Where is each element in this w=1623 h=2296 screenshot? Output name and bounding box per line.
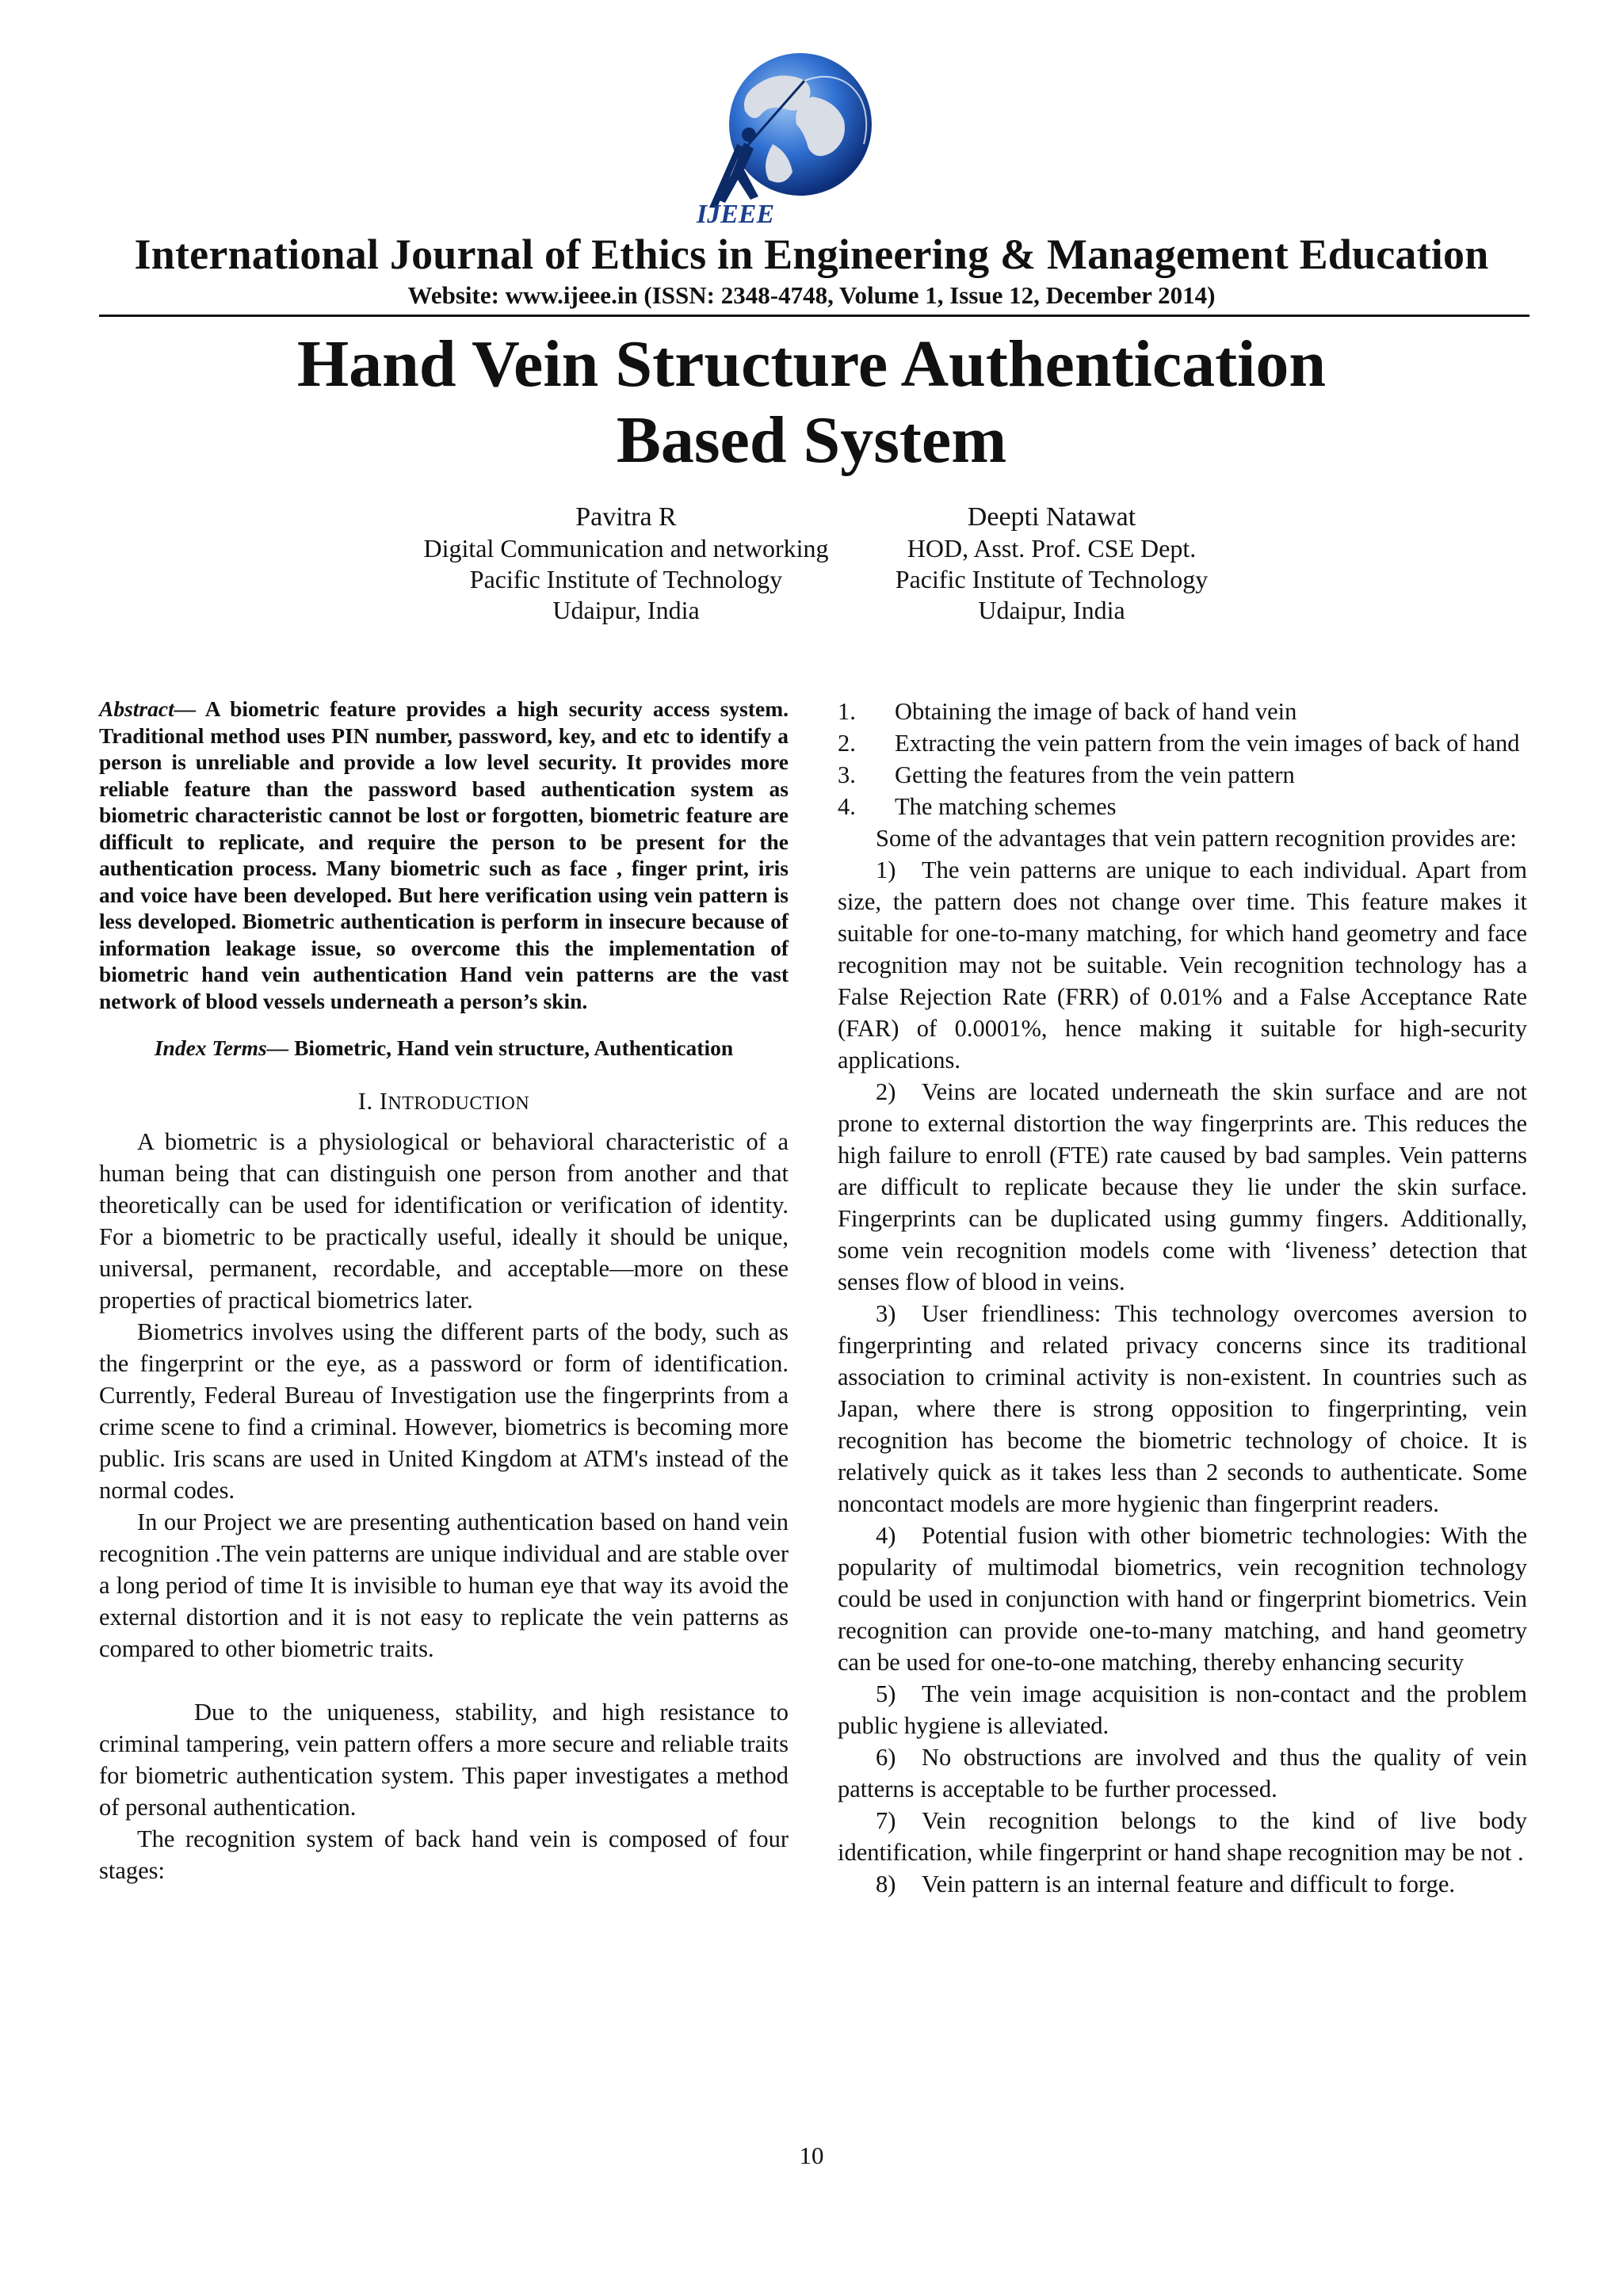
advantage-text: The vein patterns are unique to each individual. Apart from size, the pattern does not change over time. This feature makes it suitable for one-to-many matching, for which hand geometry and face recognition may not be suitable. Vein recognition technology has a False Rejection Rate (FRR) of 0.01% and a False Acceptance Rate (FAR) of 0.0001%, hence making it suitable for high-security applications.	[838, 856, 1527, 1074]
section-numeral: I. I	[357, 1088, 388, 1115]
paper-title	[0, 326, 1623, 479]
advantage-number: 1)	[876, 856, 896, 883]
paragraph: Biometrics involves using the different parts of the body, such as the fingerprint or the eye, as a password or form of identification. Currently, Federal Bureau of Investigation use the fingerprints from a crime scene to find a criminal. However, biometrics is becoming more public. Iris scans are used in United Kingdom at ATM's instead of the normal codes.	[99, 1318, 789, 1504]
advantage-item	[838, 1520, 1527, 1678]
abstract	[99, 696, 789, 1014]
advantage-text: Veins are located underneath the skin surface and are not prone to external distortion the way fingerprints are. This reduces the high failure to enroll (FTE) rate caused by bad samples. Vein patterns are difficult to replicate because they lie under the skin surface. Fingerprints can be duplicated using gummy fingers. Additionally, some vein recognition models come with ‘liveness’ detection that senses flow of blood in veins.	[838, 1078, 1527, 1295]
header-rule	[99, 315, 1529, 317]
advantage-number: 6)	[876, 1744, 896, 1771]
advantage-item	[838, 1741, 1527, 1805]
advantage-item	[838, 1678, 1527, 1741]
index-terms	[99, 1035, 789, 1062]
list-item	[838, 696, 1527, 727]
paragraph: The recognition system of back hand vein is composed of four stages:	[99, 1825, 789, 1884]
list-text: Obtaining the image of back of hand vein	[895, 698, 1297, 725]
advantage-number: 3)	[876, 1300, 896, 1327]
paragraph: Due to the uniqueness, stability, and high resistance to criminal tampering, vein pattern offers a more secure and reliable traits for biometric authentication system. This paper investigates a method of personal authentication.	[99, 1699, 789, 1821]
journal-subtitle: Website: www.ijeee.in (ISSN: 2348-4748, Volume 1, Issue 12, December 2014)	[407, 281, 1216, 309]
advantage-text: Vein recognition belongs to the kind of live body identification, while fingerprint or hand shape recognition may be not .	[838, 1807, 1527, 1866]
advantage-text: User friendliness: This technology overcomes aversion to fingerprinting and related privacy concerns since its traditional association to criminal activity is non-existent. In countries such as Japan, where there is strong opposition to fingerprinting, vein recognition has become the biometric technology of choice. It is relatively quick as it takes less than 2 seconds to authenticate. Some noncontact models are more hygienic than fingerprint readers.	[838, 1300, 1527, 1517]
advantage-number: 7)	[876, 1807, 896, 1834]
author-name: Pavitra R	[575, 502, 677, 532]
list-number: 3.	[838, 761, 856, 788]
author-affiliation: Udaipur, India	[552, 596, 700, 624]
page-number: 10	[799, 2142, 824, 2169]
paper-title-line-1: Hand Vein Structure Authentication	[296, 327, 1327, 401]
list-item	[838, 727, 1527, 759]
section-heading-rest: NTRODUCTION	[388, 1093, 530, 1114]
advantage-number: 5)	[876, 1680, 896, 1707]
paragraph: Some of the advantages that vein pattern recognition provides are:	[876, 825, 1517, 852]
logo-text: IJEEE	[696, 200, 775, 229]
advantage-number: 2)	[876, 1078, 896, 1105]
advantage-number: 8)	[876, 1871, 896, 1897]
advantage-item	[838, 854, 1527, 1076]
advantage-item	[838, 1076, 1527, 1298]
advantage-number: 4)	[876, 1522, 896, 1549]
index-terms-label: Index Terms—	[154, 1035, 289, 1060]
abstract-label: Abstract—	[99, 696, 197, 721]
advantage-text: Potential fusion with other biometric technologies: With the popularity of multimodal biometrics, vein recognition technology could be used in conjunction with hand or fingerprint biometrics. Vein recognition can provide one-to-many matching, and hand geometry can be used for one-to-one matching, thereby enhancing security	[838, 1522, 1527, 1676]
list-number: 1.	[838, 698, 856, 725]
abstract-text: A biometric feature provides a high security access system. Traditional method uses PIN number, password, key, and etc to identify a person is unreliable and provide a low level security. It provides more reliable feature than the password based authentication system as biometric characteristic cannot be lost or forgotten, biometric feature are difficult to replicate, and require the person to be present for the authentication process. Many biometric such as face , finger print, iris and voice have been developed. But here verification using vein pattern is less developed. Biometric authentication is perform in insecure because of information leakage issue, so overcome this the implementation of biometric hand vein authentication Hand vein patterns are the vast network of blood vessels underneath a person’s skin.	[99, 696, 789, 1013]
author-name: Deepti Natawat	[967, 502, 1136, 532]
section-heading	[99, 1085, 789, 1119]
paper-title-line-2: Based System	[616, 403, 1007, 477]
journal-title: International Journal of Ethics in Engineering & Management Education	[134, 231, 1489, 278]
author-affiliation: Pacific Institute of Technology	[895, 565, 1209, 593]
author-affiliation: Digital Communication and networking	[423, 534, 829, 563]
list-text: The matching schemes	[895, 793, 1117, 820]
list-item	[838, 791, 1527, 822]
list-number: 4.	[838, 793, 856, 820]
journal-logo	[662, 49, 899, 231]
index-terms-text: Biometric, Hand vein structure, Authentication	[288, 1035, 734, 1060]
advantage-item	[838, 1868, 1527, 1900]
list-text: Extracting the vein pattern from the vein images of back of hand	[895, 730, 1520, 757]
left-column	[99, 696, 789, 1886]
right-column	[838, 696, 1527, 1900]
paragraph: A biometric is a physiological or behavioral characteristic of a human being that can distinguish one person from another and that theoretically can be used for identification or verification of identity. For a biometric to be practically useful, ideally it should be unique, universal, permanent, recordable, and acceptable—more on these properties of practical biometrics later.	[99, 1128, 789, 1314]
author-2	[814, 502, 1289, 626]
list-text: Getting the features from the vein pattern	[895, 761, 1295, 788]
author-affiliation: Udaipur, India	[978, 596, 1125, 624]
advantage-text: No obstructions are involved and thus the quality of vein patterns is acceptable to be further processed.	[838, 1744, 1527, 1802]
paragraph: In our Project we are presenting authentication based on hand vein recognition .The vein patterns are unique individual and are stable over a long period of time It is invisible to human eye that way its avoid the external distortion and it is not easy to replicate the vein patterns as compared to other biometric traits.	[99, 1508, 789, 1662]
author-affiliation: Pacific Institute of Technology	[469, 565, 783, 593]
list-item	[838, 759, 1527, 791]
advantage-text: The vein image acquisition is non-contact and the problem public hygiene is alleviated.	[838, 1680, 1527, 1739]
advantage-item	[838, 1298, 1527, 1520]
stages-list	[838, 696, 1527, 822]
advantage-text: Vein pattern is an internal feature and difficult to forge.	[922, 1871, 1456, 1897]
author-1	[388, 502, 864, 626]
advantage-item	[838, 1805, 1527, 1868]
list-number: 2.	[838, 730, 856, 757]
author-affiliation: HOD, Asst. Prof. CSE Dept.	[907, 534, 1197, 563]
